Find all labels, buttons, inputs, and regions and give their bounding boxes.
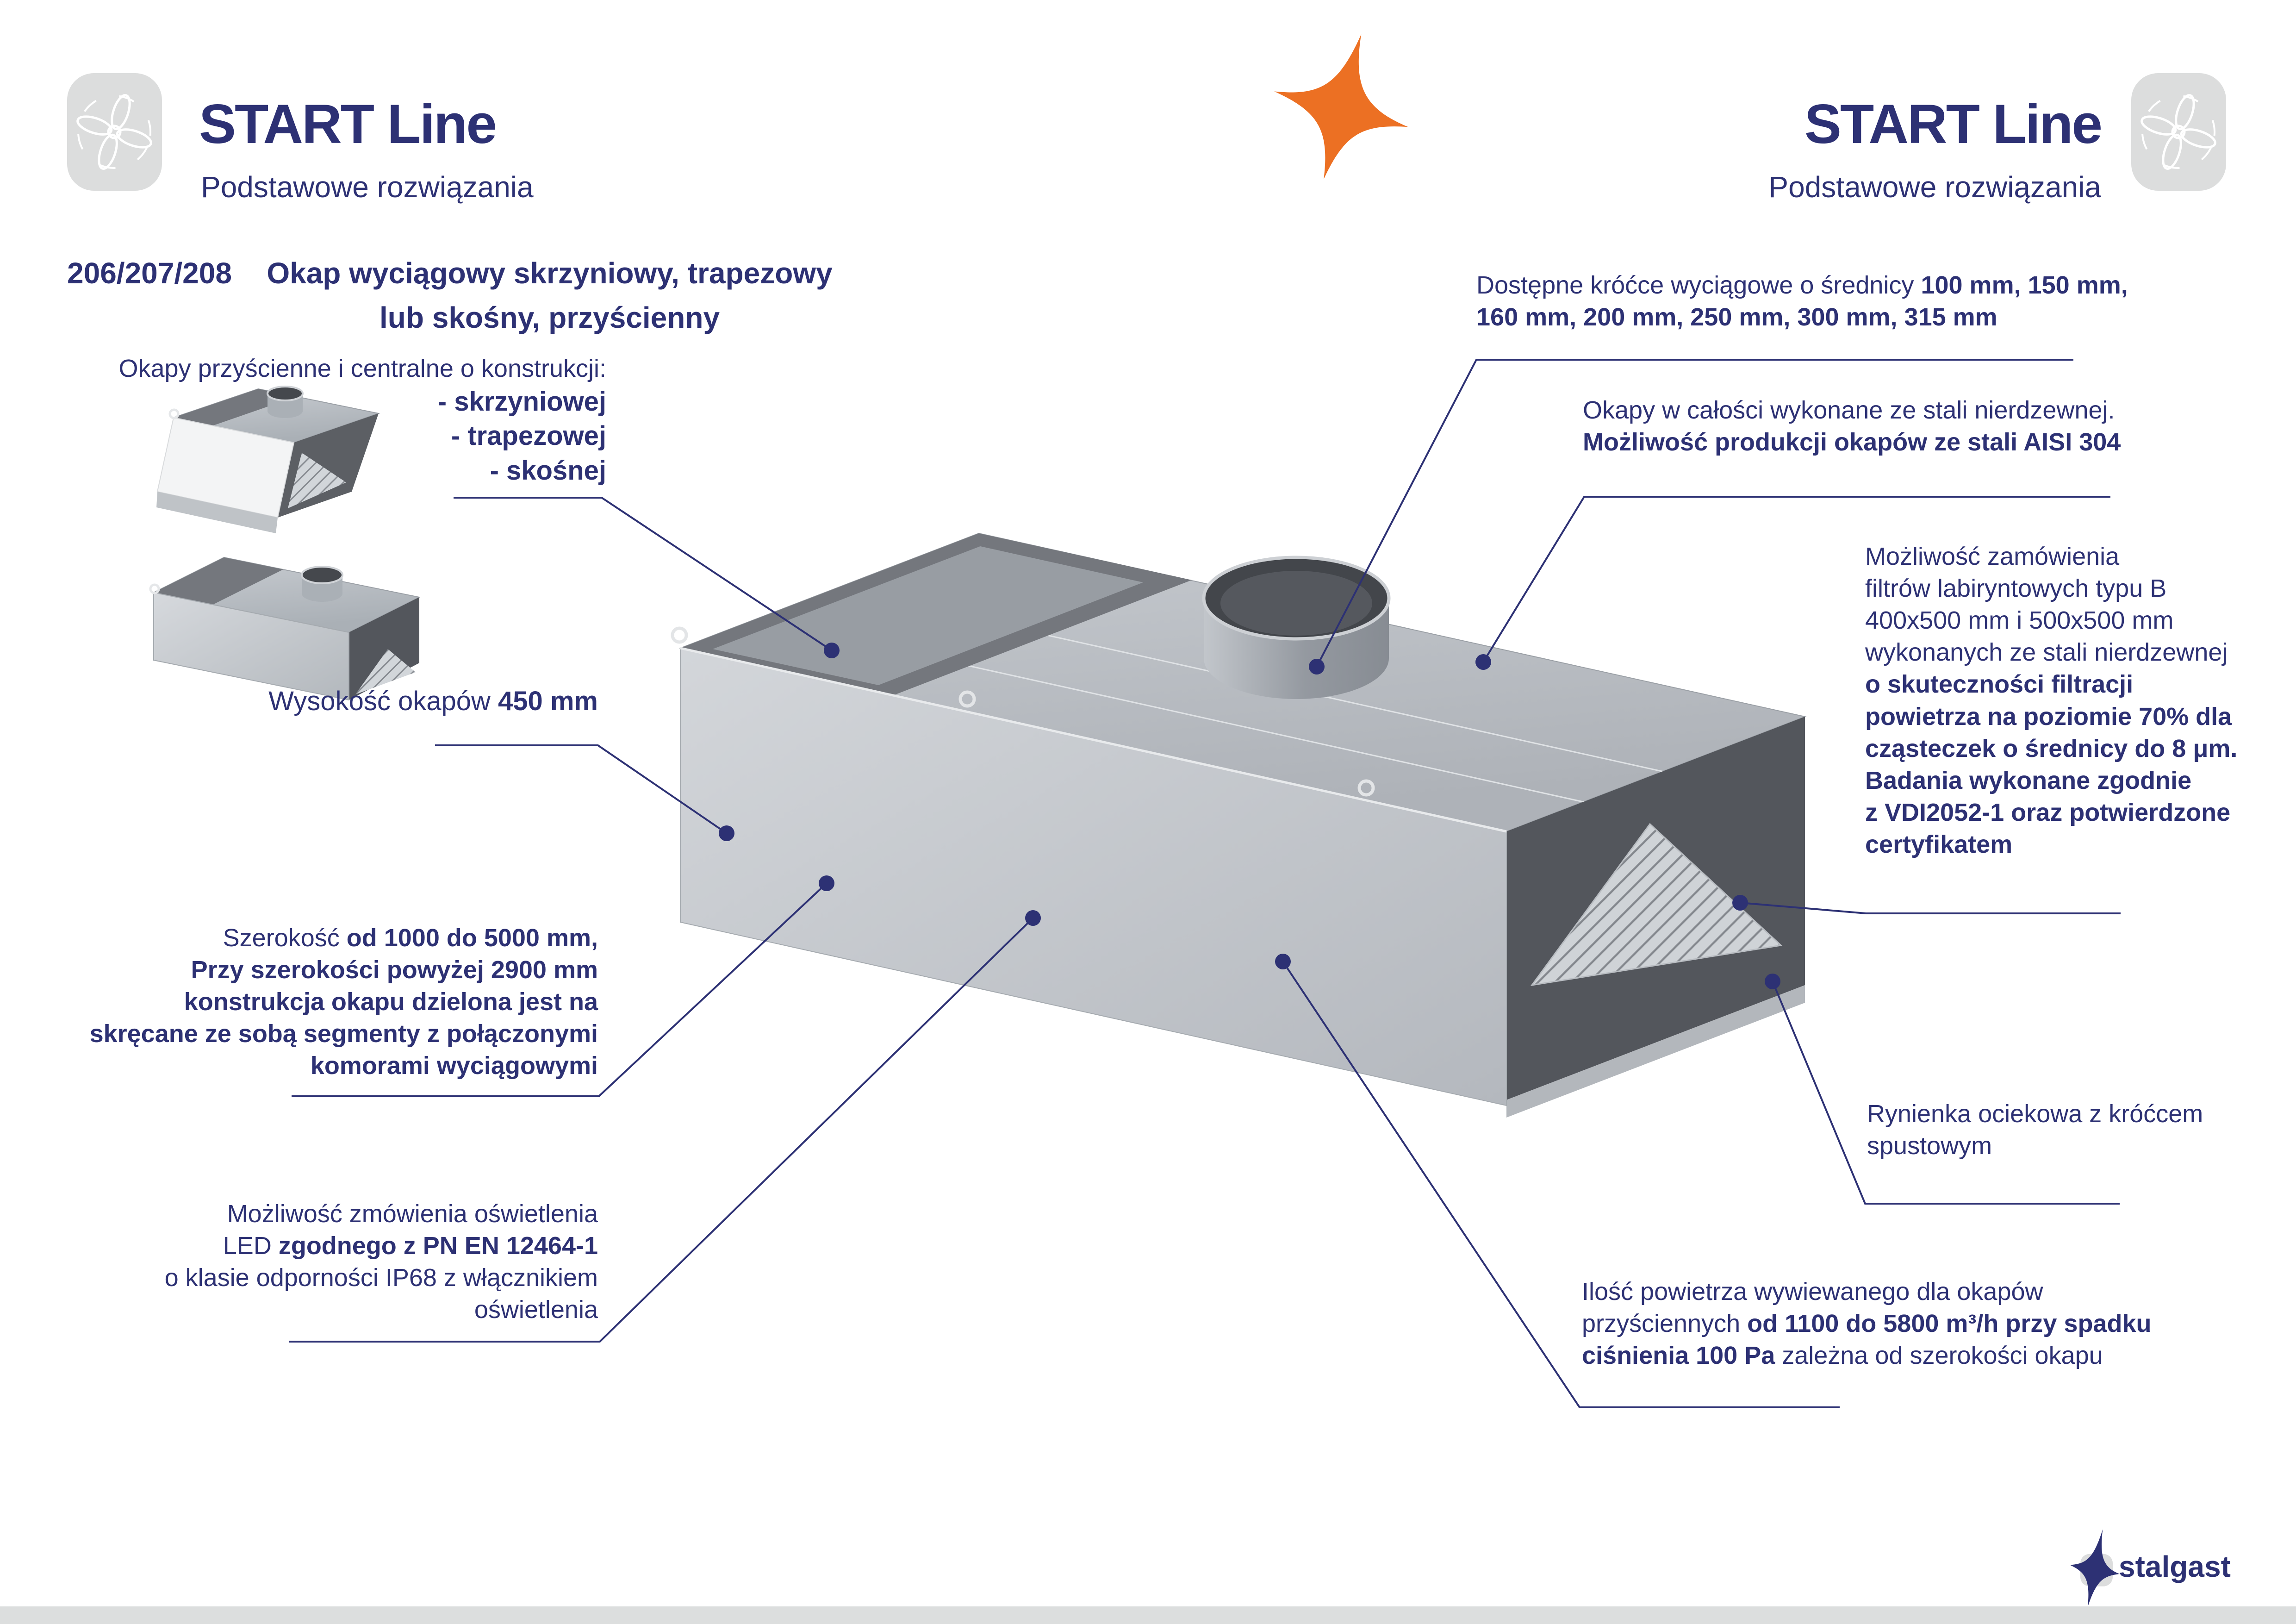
page-subtitle-right: Podstawowe rozwiązania xyxy=(1768,170,2101,204)
lighting-line3: o klasie odporności IP68 z włącznikiem xyxy=(164,1264,598,1292)
callout-height xyxy=(268,684,598,718)
spigots-sizes-1: 100 mm, 150 mm, xyxy=(1921,271,2128,299)
callout-line-height xyxy=(435,745,727,833)
construction-intro: Okapy przyścienne i centralne o konstrukcji: xyxy=(118,355,606,382)
callout-line-filters xyxy=(1740,903,2121,913)
page-subtitle-left: Podstawowe rozwiązania xyxy=(201,170,534,204)
callout-lighting xyxy=(66,1198,598,1326)
airflow-line3-regular: zależna od szerokości okapu xyxy=(1782,1342,2103,1370)
lighting-line2-bold: zgodnego z PN EN 12464-1 xyxy=(278,1232,598,1260)
page-title-right: START Line xyxy=(1804,93,2101,155)
airflow-line3-bold: ciśnienia 100 Pa xyxy=(1582,1342,1782,1370)
callout-construction xyxy=(51,353,606,488)
airflow-line1: Ilość powietrza wywiewanego dla okapów xyxy=(1582,1278,2043,1305)
construction-items: - skrzyniowej - trapezowej - skośnej xyxy=(437,387,606,486)
callout-steel xyxy=(1583,394,2184,458)
steel-line1: Okapy w całości wykonane ze stali nierdzewnej. xyxy=(1583,396,2115,424)
callout-filters xyxy=(1865,541,2254,861)
callout-line-construction xyxy=(454,498,832,650)
height-text: Wysokość okapów xyxy=(268,686,498,716)
airflow-line2-bold: od 1100 do 5800 m³/h przy spadku xyxy=(1747,1310,2152,1338)
callout-spigots xyxy=(1476,269,2171,333)
spigots-sizes-2: 160 mm, 200 mm, 250 mm, 300 mm, 315 mm xyxy=(1476,303,1997,331)
lighting-line1: Możliwość zmówienia oświetlenia xyxy=(227,1200,598,1228)
width-value: od 1000 do 5000 mm, xyxy=(346,924,598,952)
lighting-line2-regular: LED xyxy=(223,1232,279,1260)
callout-airflow xyxy=(1582,1276,2184,1372)
page-title-left: START Line xyxy=(199,93,496,155)
lighting-line4: oświetlenia xyxy=(474,1296,598,1324)
callout-width xyxy=(19,922,598,1082)
product-title: Okap wyciągowy skrzyniowy, trapezowy lub skośny, przyścienny xyxy=(267,256,833,334)
brand-wordmark: stalgast xyxy=(2119,1550,2231,1583)
filters-text-bold: o skuteczności filtracji powietrza na poziomie 70% dla cząsteczek o średnicy do 8 μm. Badania wykonane zgodnie z VDI2052-1 oraz potwierdzone certyfikatem xyxy=(1865,670,2238,858)
spigots-text: Dostępne króćce wyciągowe o średnicy xyxy=(1476,271,1921,299)
airflow-line2-regular: przyściennych xyxy=(1582,1310,1748,1338)
height-value: 450 mm xyxy=(498,686,598,716)
width-text: Szerokość xyxy=(223,924,347,952)
callout-gutter xyxy=(1867,1098,2237,1162)
product-code: 206/207/208 xyxy=(67,256,232,290)
callout-dots xyxy=(719,643,1780,989)
callout-line-gutter xyxy=(1773,981,2120,1204)
width-text-bold: Przy szerokości powyżej 2900 mm konstrukcja okapu dzielona jest na skręcane ze sobą segmenty z połączonymi komorami wyciągowymi xyxy=(89,956,598,1080)
gutter-text: Rynienka ociekowa z króćcem spustowym xyxy=(1867,1100,2203,1160)
steel-line2: Możliwość produkcji okapów ze stali AISI 304 xyxy=(1583,428,2121,456)
filters-text: Możliwość zamówienia filtrów labiryntowych typu B 400x500 mm i 500x500 mm wykonanych ze stali nierdzewnej xyxy=(1865,543,2228,667)
footer-bar xyxy=(0,1606,2296,1624)
